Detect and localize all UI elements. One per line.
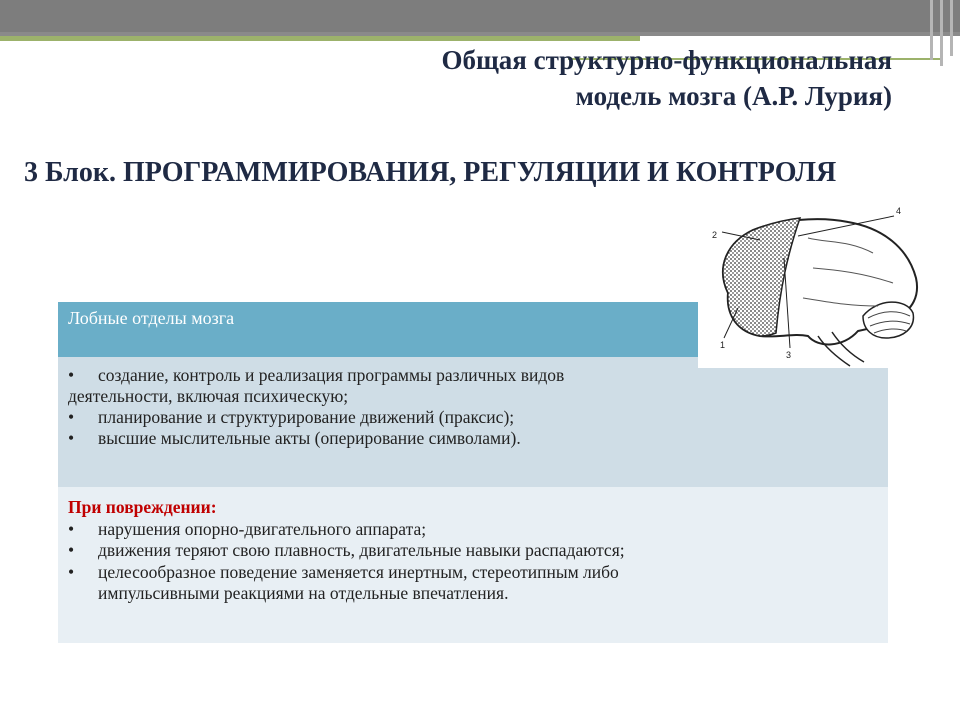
brain-figure — [698, 198, 930, 368]
top-banner — [0, 0, 960, 36]
list-item — [68, 540, 878, 562]
list-item — [68, 365, 878, 386]
decor-line — [950, 0, 953, 56]
block-heading: 3 Блок. ПРОГРАММИРОВАНИЯ, РЕГУЛЯЦИИ И КОНТРОЛЯ — [24, 157, 837, 188]
brain-illustration — [698, 198, 930, 368]
list-item-continuation: деятельности, включая психическую; — [68, 386, 349, 406]
slide-title-line1: Общая структурно-функциональная — [441, 45, 892, 75]
figure-label: 3 — [786, 350, 792, 360]
bullet-icon: • — [68, 561, 75, 582]
bullet-icon: • — [68, 365, 75, 385]
list-item — [68, 428, 878, 449]
bullet-icon: • — [68, 540, 75, 560]
figure-label: 4 — [896, 206, 902, 216]
bullet-icon: • — [68, 407, 75, 427]
list-item-text: целесообразное поведение заменяется инертным, стереотипным либо — [98, 561, 619, 582]
top-banner-strip — [0, 0, 960, 32]
list-item — [68, 562, 878, 584]
figure-label: 1 — [720, 340, 726, 350]
bullet-icon: • — [68, 428, 75, 448]
list-item — [68, 519, 878, 541]
list-item-text: нарушения опорно-двигательного аппарата; — [98, 518, 427, 539]
decor-line — [940, 0, 943, 66]
slide-title — [441, 42, 892, 114]
accent-bar — [0, 36, 640, 41]
figure-label: 2 — [712, 230, 718, 240]
list-item-continuation: импульсивными реакциями на отдельные впечатления. — [98, 583, 509, 603]
list-item — [68, 407, 878, 428]
bullet-icon: • — [68, 518, 75, 539]
functions-row — [58, 357, 888, 487]
damage-title: При повреждении: — [68, 497, 217, 517]
slide-title-line2: модель мозга (А.Р. Лурия) — [575, 81, 892, 111]
list-item-text: создание, контроль и реализация программы различных видов — [98, 365, 565, 385]
decor-line — [930, 0, 933, 60]
list-item-text: высшие мыслительные акты (оперирование символами). — [98, 428, 521, 448]
list-item-text: планирование и структурирование движений (праксис); — [98, 407, 515, 427]
damage-row — [58, 487, 888, 643]
list-item-text: движения теряют свою плавность, двигательные навыки распадаются; — [98, 540, 625, 560]
table-header: Лобные отделы мозга — [58, 302, 698, 357]
